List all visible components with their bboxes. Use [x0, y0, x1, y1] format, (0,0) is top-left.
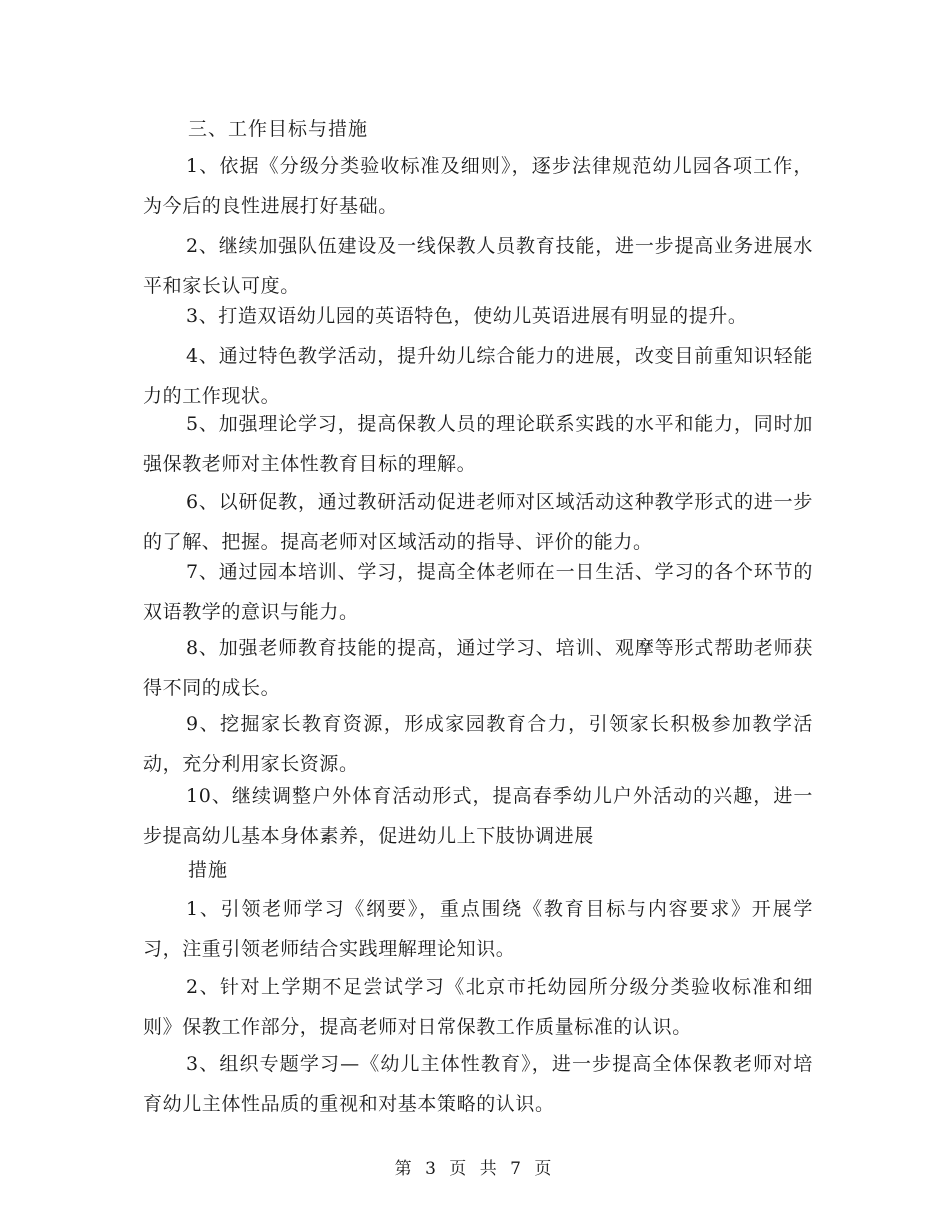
- goal-item-5: 5、加强理论学习，提高保教人员的理论联系实践的水平和能力，同时加强保教老师对主体性教育目标的理解。: [143, 413, 813, 475]
- section-heading: 三、工作目标与措施: [188, 118, 369, 140]
- goal-item-1: 1、依据《分级分类验收标准及细则》，逐步法律规范幼儿园各项工作，为今后的良性进展打好基础。: [143, 155, 813, 217]
- goal-item-9: 9、挖掘家长教育资源，形成家园教育合力，引领家长积极参加教学活动，充分利用家长资源。: [143, 713, 813, 775]
- goal-item-8: 8、加强老师教育技能的提高，通过学习、培训、观摩等形式帮助老师获得不同的成长。: [143, 637, 813, 699]
- goal-item-3: 3、打造双语幼儿园的英语特色，使幼儿英语进展有明显的提升。: [186, 305, 748, 327]
- goal-item-4: 4、通过特色教学活动，提升幼儿综合能力的进展，改变目前重知识轻能力的工作现状。: [143, 345, 813, 407]
- measure-item-3: 3、组织专题学习—《幼儿主体性教育》，进一步提高全体保教老师对培育幼儿主体性品质的重视和对基本策略的认识。: [143, 1053, 813, 1115]
- goal-item-7: 7、通过园本培训、学习，提高全体老师在一日生活、学习的各个环节的双语教学的意识与能力。: [143, 561, 813, 623]
- goal-item-6: 6、以研促教，通过教研活动促进老师对区域活动这种教学形式的进一步的了解、把握。提高老师对区域活动的指导、评价的能力。: [143, 491, 813, 553]
- goal-item-10: 10、继续调整户外体育活动形式，提高春季幼儿户外活动的兴趣，进一步提高幼儿基本身体素养，促进幼儿上下肢协调进展: [143, 785, 813, 847]
- measure-item-1: 1、引领老师学习《纲要》，重点围绕《教育目标与内容要求》开展学习，注重引领老师结合实践理解理论知识。: [143, 898, 813, 960]
- page-footer: 第 3 页 共 7 页: [394, 1159, 556, 1179]
- measures-heading: 措施: [188, 859, 229, 881]
- measure-item-2: 2、针对上学期不足尝试学习《北京市托幼园所分级分类验收标准和细则》保教工作部分，提高老师对日常保教工作质量标准的认识。: [143, 976, 813, 1038]
- goal-item-2: 2、继续加强队伍建设及一线保教人员教育技能，进一步提高业务进展水平和家长认可度。: [143, 235, 813, 297]
